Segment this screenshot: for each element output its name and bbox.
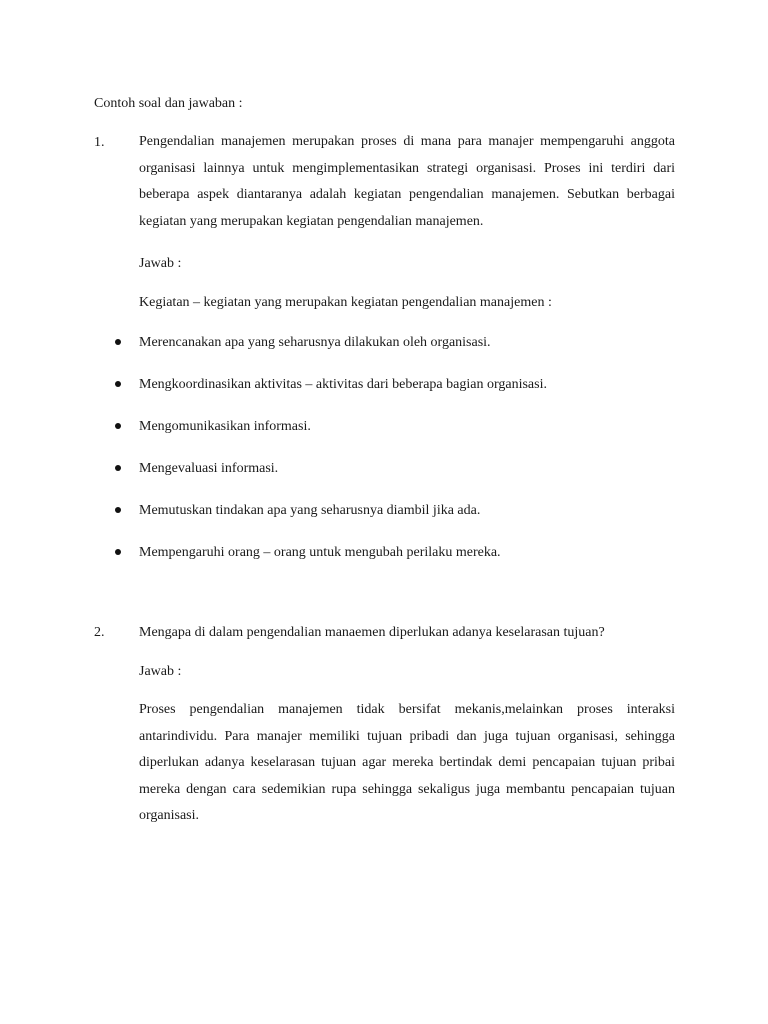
- question-2-number: 2.: [94, 625, 105, 640]
- question-2-text: Mengapa di dalam pengendalian manaemen diperlukan adanya keselarasan tujuan?: [139, 625, 605, 640]
- question-1-answer-label: Jawab :: [139, 256, 182, 271]
- list-item-text: Mempengaruhi orang – orang untuk mengubah perilaku mereka.: [139, 545, 501, 560]
- list-item-text: Memutuskan tindakan apa yang seharusnya diambil jika ada.: [139, 503, 481, 518]
- question-2-answer-text: Proses pengendalian manajemen tidak bersifat mekanis,melainkan proses interaksi antarindividu. Para manajer memiliki tujuan pribadi dan juga tujuan organisasi, sehingga diperlukan adanya keselarasan tujuan agar mereka bertindak demi pencapaian tujuan pribai mereka dengan cara sedemikian rupa sehingga sekaligus juga membantu pencapaian tujuan organisasi.: [139, 702, 675, 823]
- document-heading: Contoh soal dan jawaban :: [94, 96, 243, 111]
- question-2-answer-label: Jawab :: [139, 664, 182, 679]
- bullet-icon: [115, 465, 121, 471]
- question-1-text: Pengendalian manajemen merupakan proses di mana para manajer mempengaruhi anggota organisasi lainnya untuk mengimplementasikan strategi organisasi. Proses ini terdiri dari beberapa aspek diantaranya adalah kegiatan pengendalian manajemen. Sebutkan berbagai kegiatan yang merupakan kegiatan pengendalian manajemen.: [139, 134, 675, 229]
- bullet-icon: [115, 339, 121, 345]
- bullet-icon: [115, 381, 121, 387]
- question-1-number: 1.: [94, 135, 105, 150]
- bullet-icon: [115, 423, 121, 429]
- list-item-text: Mengomunikasikan informasi.: [139, 419, 311, 434]
- bullet-icon: [115, 549, 121, 555]
- list-item-text: Merencanakan apa yang seharusnya dilakukan oleh organisasi.: [139, 335, 491, 350]
- list-item-text: Mengkoordinasikan aktivitas – aktivitas dari beberapa bagian organisasi.: [139, 377, 547, 392]
- bullet-icon: [115, 507, 121, 513]
- question-1-answer-intro: Kegiatan – kegiatan yang merupakan kegiatan pengendalian manajemen :: [139, 295, 552, 310]
- list-item-text: Mengevaluasi informasi.: [139, 461, 279, 476]
